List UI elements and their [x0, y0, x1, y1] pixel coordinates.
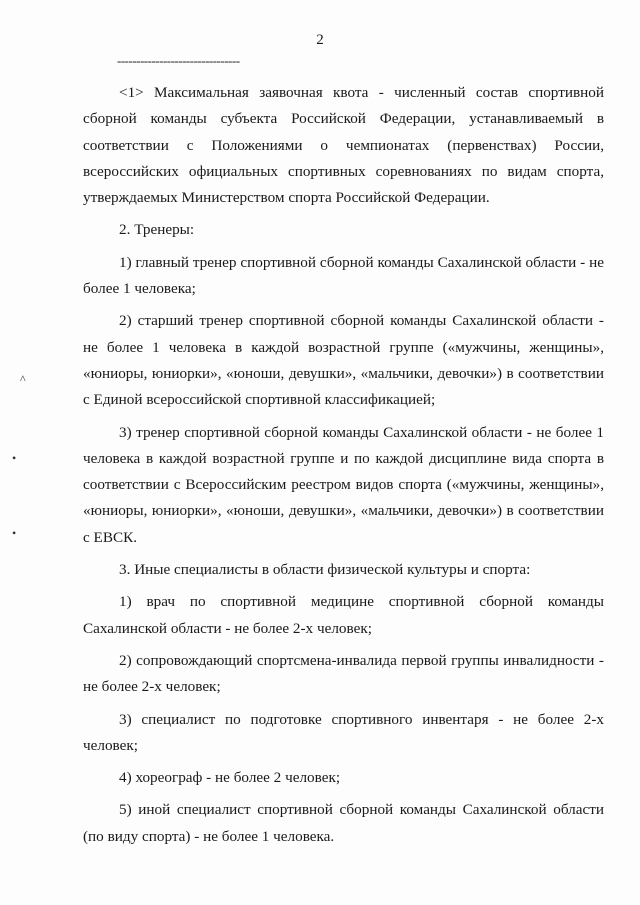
- list-item-equipment-specialist: 3) специалист по подготовке спортивного инвентаря - не более 2-х человек;: [83, 710, 604, 754]
- footnote-separator: --------------------------------: [117, 53, 240, 68]
- section-heading-other-specialists: 3. Иные специалисты в области физической культуры и спорта:: [119, 561, 531, 579]
- list-item-coach: 3) тренер спортивной сборной команды Сахалинской области - не более 1 человека в каждой возрастной группе и по каждой дисциплине вида спорта в соответствии с Всероссийским реестром видов спорта («мужчины, женщины», «юниоры, юниорки», «юноши, девушки», «мальчики, девочки») в соответствии с ЕВСК.: [83, 423, 604, 546]
- scan-mark: ^: [20, 372, 26, 386]
- list-item-other-specialist: 5) иной специалист спортивной сборной команды Сахалинской области (по виду спорта) - не более 1 человека.: [83, 801, 604, 845]
- scan-dot: •: [12, 451, 17, 465]
- list-item-head-coach: 1) главный тренер спортивной сборной команды Сахалинской области - не более 1 человека;: [83, 253, 604, 298]
- scan-dot: •: [12, 526, 17, 540]
- footnote-quota-definition: <1> Максимальная заявочная квота - численный состав спортивной сборной команды субъекта Российской Федерации, устанавливаемый в соответствии с Положениями о чемпионатах (первенствах) России, всероссийских официальных спортивных соревнованиях по видам спорта, утверждаемых Министерством спорта Российской Федерации.: [83, 84, 604, 207]
- list-item-senior-coach: 2) старший тренер спортивной сборной команды Сахалинской области - не более 1 человека в каждой возрастной группе («мужчины, женщины», «юниоры, юниорки», «юноши, девушки», «мальчики, девочки») в соответствии с Единой всероссийской спортивной классификацией;: [83, 312, 604, 409]
- document-body: [83, 80, 604, 856]
- list-item-disabled-athlete-escort: 2) сопровождающий спортсмена-инвалида первой группы инвалидности - не более 2-х человек;: [83, 651, 604, 696]
- page-number: 2: [316, 32, 324, 48]
- list-item-sports-doctor: 1) врач по спортивной медицине спортивной сборной команды Сахалинской области - не более 2-х человек;: [83, 593, 604, 637]
- section-heading-coaches: 2. Тренеры:: [119, 221, 195, 239]
- list-item-choreographer: 4) хореограф - не более 2 человек;: [119, 769, 341, 787]
